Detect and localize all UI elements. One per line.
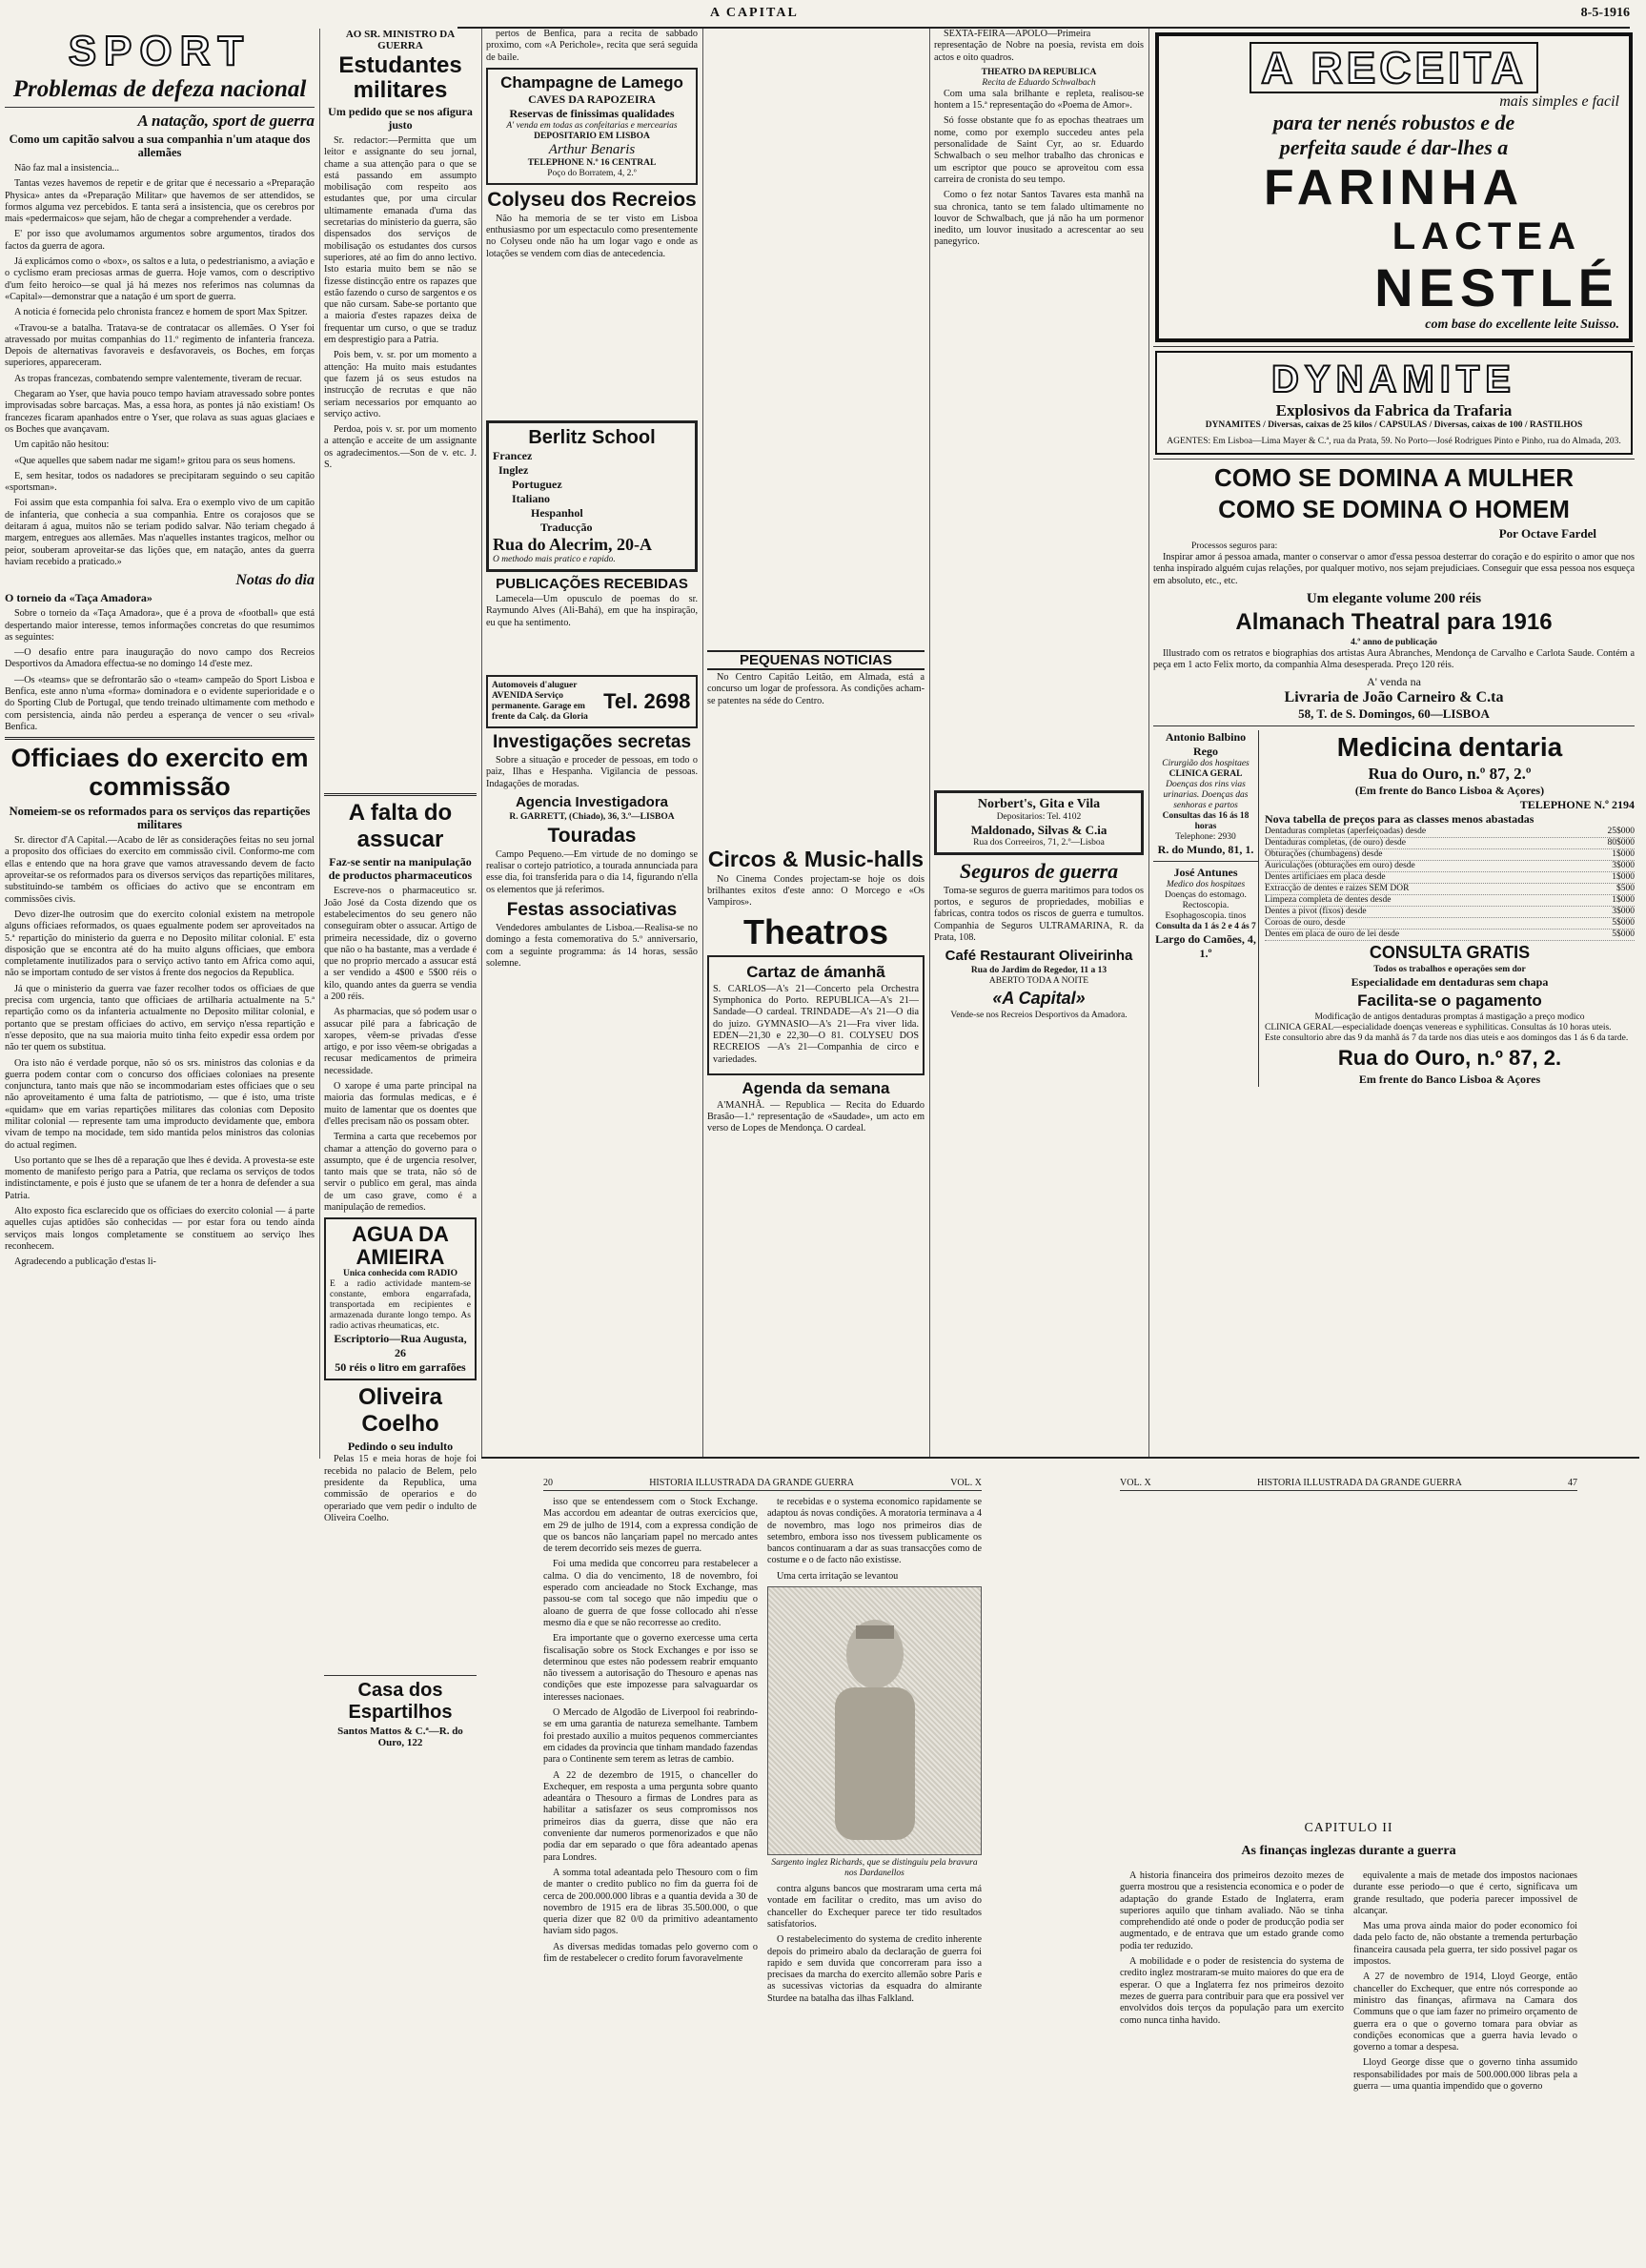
paragraph: Devo dizer-lhe outrosim que do exercito colonial existem na metropole alguns officiaes reformados, os quaes egualmente podem ser aproveitados na 5.ª repartição do ministerio da guerra e no Deposito militar colonial. E' esta disposição que se encontra até do ha muito alguns officiaes, que embora completamente inutilizados para o serviço activo tanto em Africa como aqui, não se importam contudo de ser vistos á frente dos negocios da Republica. [5, 909, 315, 979]
paragraph: Toma-se seguros de guerra maritimos para todos os portos, e seguros de propriedades, mobilias e fabricas, contra todos os riscos de guerra e tumultos. Companhia de Seguros ULTRAMARINA, R. da Prata, 108. [934, 885, 1144, 943]
ad-address: Rua do Jardim do Regedor, 11 a 13 [970, 966, 1107, 976]
price-row [1265, 884, 1635, 895]
ad-address: Rua do Ouro, n.º 87, 2.º [1368, 765, 1532, 784]
ad-title: Norbert's, Gita e Vila [977, 796, 1101, 811]
separator [5, 107, 315, 108]
headline-estudantes: Estudantes militares [338, 52, 462, 103]
ad-line: CLINICA GERAL—especialidade doenças venereas e syphiliticas. Consultas ás 10 horas uteis. [1265, 1023, 1612, 1033]
photo-caption: Sargento inglez Richards, que se distinguiu pela bravura nos Dardanellos [771, 1858, 978, 1879]
paragraph: Sobre a situação e proceder de pessoas, em todo o paiz, Ilhas e Hespanha. Vigilancia de pessoas. Indagações de moradas. [486, 754, 698, 789]
ad-line: Processos seguros para: [1191, 541, 1278, 551]
paragraph: —O desafio entre para inauguração do novo campo dos Recreios Desportivos da Amadora effectua-se no domingo 14 d'este mez. [5, 647, 315, 670]
paragraph: Sobre o torneio da «Taça Amadora», que é a prova de «football» que está despertando maior interesse, temos informações concretas do que resumimos as seguintes: [5, 608, 315, 643]
headline-touradas: Touradas [547, 824, 637, 847]
ad-line: CAVES DA RAPOZEIRA [528, 92, 656, 106]
paragraph: No Centro Capitão Leitão, em Almada, está a concurso um logar de professora. As condições acham-se patentes na séde do Centro. [707, 672, 925, 706]
paragraph: O Mercado de Algodão de Liverpool foi reabrindo-se em uma garantia de natureza semelhante. Tambem foi prestado auxilio a muitos pequenos commerciantes em cidades da provincia que tinham mandado fazendas para o Continente sem terem as letras de cambio. [543, 1707, 758, 1766]
headline-agencia: Agencia Investigadora [515, 793, 669, 810]
separator [5, 737, 315, 740]
ad-title: AGUA DA AMIEIRA [352, 1222, 449, 1270]
separator [1153, 725, 1635, 726]
section-title-sport: SPORT [68, 29, 252, 74]
book-page-right [1120, 1478, 1577, 2240]
paragraph: A'MANHÃ. — Republica — Recita do Eduardo Brasão—1.ª representação de «Saudade», um acto em verso de Lopes de Mendonça. O cardeal. [707, 1099, 925, 1134]
ad-line: ABERTO TODA A NOITE [988, 976, 1089, 987]
ad-line: Reservas de finissimas qualidades [509, 106, 675, 120]
subhead-assucar: Faz-se sentir na manipulação de productos pharmaceuticos [328, 855, 473, 883]
paragraph: Não ha memoria de se ter visto em Lisboa enthusiasmo por um espectaculo como presentemente no Colyseu onde não ha um logar vago e onde as lotações se vendem com dias de antecedencia. [486, 213, 698, 259]
price-row [1265, 930, 1635, 941]
column-anuncios [486, 29, 698, 1459]
headline-investigacoes: Investigações secretas [492, 731, 692, 752]
separator [324, 1675, 477, 1676]
price-item: Obturações (chumbagens) desde [1265, 849, 1383, 860]
price-value: 25$000 [1607, 827, 1635, 837]
column-sport [5, 29, 315, 2259]
paragraph: A mobilidade e o poder de resistencia do systema de credito inglez mostraram-se muito maiores do que era de esperar. O que a Inglaterra fez nos primeiros dezoito mezes de guerra para contribuir para que era possivel ver envolvidos dois terços da população para um exercito como nunca tinha havido. [1120, 1956, 1344, 2026]
price-row [1265, 907, 1635, 918]
ad-title: Champagne de Lamego [500, 72, 683, 92]
running-title: HISTORIA ILLUSTRADA DA GRANDE GUERRA [649, 1478, 855, 1488]
ad-livraria: Livraria de João Carneiro & C.ta [1284, 689, 1504, 706]
paragraph: Sr. director d'A Capital.—Acabo de lêr as considerações feitas no seu jornal a proposito dos officiaes do exercito em commissão civil. Conformo-me com ellas e entendo que na hora grave que vamos atravessando devem de facto aproveitar-se os reformados para os diversos serviços das repartições militares, substituindo-se também os officiaes do activo que se encontram em commissões civis. [5, 835, 315, 905]
ad-line: O methodo mais pratico e rapido. [493, 555, 616, 565]
headline-festas: Festas associativas [506, 900, 678, 921]
ad-automoveis [486, 675, 698, 728]
doctor-name: José Antunes [1173, 866, 1238, 880]
ad-agua-amieira [324, 1217, 477, 1380]
running-head [1120, 1478, 1577, 1491]
paragraph: SEXTA-FEIRA—APOLO—Primeira representação de Nobre na poesia, revista em dois actos e oito quadros. [934, 29, 1144, 63]
paragraph: S. CARLOS—A's 21—Concerto pela Orchestra Symphonica do Porto. REPUBLICA—A's 21—Sandade—O cardeal. TRINDADE—A's 21—O dia do juizo. GYMNASIO—A's 21—Fra viver lida. EDEN—21,30 e 22,30—O 81. COLYSEU DOS RECREIOS —A's 21—Companhia de circo e variedades. [713, 983, 919, 1065]
book-column [543, 1497, 758, 2009]
price-value: 80$000 [1607, 838, 1635, 848]
paragraph: Foi assim que esta companhia foi salva. Era o exemplo vivo de um capitão de infanteria, que conhecia a sua companhia. Entre os corajosos que se deitaram á agua, muitos não se teriam podido salvar. Não teriam chegado á margem, entregues aos allemães. Mas n'aquelles instantes tragicos, melhor ou peior, souberam aproveitar-se das lições que, em natação, antes da guerra haviam recebido a praticado.» [5, 498, 315, 567]
ad-line: Vende-se nos Recreios Desportivos da Amadora. [950, 1011, 1128, 1021]
paragraph: Escreve-nos o pharmaceutico sr. João José da Costa dizendo que os estabelecimentos do seu genero não conseguiram obter o assucar. Artigo de primeira necessidade, diz o governo que não o ha bastante, mas a verdade é que no proprio mercado a assucar está a ser vendido a 4$00 e 5$00 réis o kilo, quando antes da guerra se vendia a 200 réis. [324, 886, 477, 1002]
column-rule [929, 29, 930, 1459]
paragraph: A 22 de dezembro de 1915, o chanceller do Exchequer, em resposta a uma pergunta sobre quanto adeantára o Thesouro a firmas de Londres para as habilitar a satisfazer os seus compromissos nos primeiros dias da guerra, disse que não era conveniente dar numeros pormenorizados e que não podia dar em separado o que fôra adeantado apenas para Londres. [543, 1769, 758, 1863]
medical-block [1153, 730, 1635, 1087]
ad-line: Traducção [540, 521, 593, 535]
ad-line: para ter nenés robustos e de [1272, 111, 1515, 134]
price-row [1265, 895, 1635, 907]
ad-berlitz [486, 420, 698, 572]
subhead-natacao: A natação, sport de guerra [137, 112, 315, 130]
price-item: Dentaduras completas (aperfeiçoadas) desde [1265, 827, 1427, 837]
paragraph: te recebidas e o systema economico rapidamente se adaptou ás novas condições. A moratoria terminava a 4 de novembro, mas logo nos primeiros dias de setembro, embora isso nos tivessem publicamente os bancos continuaram a dar as suas transacções como de costume e o de facto não existisse. [767, 1497, 982, 1566]
paragraph: As pharmacias, que só podem usar o assucar pilé para a fabricação de xaropes, vêem-se privadas d'esse artigo, e por isso vêem-se obrigadas a recusar medicamentos de primeira necessidade. [324, 1007, 477, 1076]
ad-line: A' venda na [1367, 675, 1421, 689]
price-row [1265, 827, 1635, 838]
separator [1153, 346, 1635, 347]
headline-assucar: A falta do assucar [348, 800, 453, 853]
ad-line: mais simples e facil [1499, 93, 1619, 110]
price-row [1265, 861, 1635, 872]
ad-line: Automoveis d'aluguer AVENIDA Serviço permanente. Garage em frente da Calç. da Gloria [492, 680, 588, 722]
paragraph: Tantas vezes havemos de repetir e de gritar que é necessario a «Preparação Physica» antes da «Preparação Militar» que havemos de ser attendidos, se formos alguma vez percebidos. E tanta será a insistencia, que os cerebros por mais «pedermaicos» que sejam, hão de chegar a comprehender a verdade. [5, 178, 315, 225]
ad-line: Explosivos da Fabrica da Trafaria [1275, 401, 1513, 419]
headline-pequenas: PEQUENAS NOTICIAS [707, 650, 925, 670]
ad-line: com base do excellente leite Suisso. [1425, 317, 1619, 332]
masthead-date: 8-5-1916 [1580, 6, 1630, 20]
paragraph: Ora isto não é verdade porque, não só os srs. ministros das colonias e da guerra podem contar com o concurso dos officiaes coloniaes na presente conjunctura, tanto mais que não se incommodariam estes officiaes que o seu não aproveitamento é uma falta de patriotismo, — que é isto, uma triste «quidam» que em varias repartições militares das colonias com Deposito militar colonial — represente tam uma improducto devidamente que, embora vivam de tempo na mocidade, tem sido mantida pelos ministros das colonias do actual regimen. [5, 1057, 315, 1151]
headline-capital: «A Capital» [992, 989, 1086, 1009]
paragraph: «Travou-se a batalha. Tratava-se de contratacar os allemães. O Yser foi atravessado por muitas companhias do 11.º regimento de infanteria franceza. Depois de alternativas favoraveis e desfavoraveis, os Boches, em forças superiores, appareceram. [5, 322, 315, 369]
headline-agenda: Agenda da semana [742, 1078, 890, 1097]
notas-subtitle: O torneio da «Taça Amadora» [5, 591, 152, 605]
price-item: Dentes artificiaes em placa desde [1265, 872, 1386, 883]
separator [324, 793, 477, 796]
running-title: HISTORIA ILLUSTRADA DA GRANDE GUERRA [1256, 1478, 1462, 1488]
ad-line: Italiano [512, 492, 551, 506]
price-item: Extracção de dentes e raizes SEM DOR [1265, 884, 1410, 894]
headline-consulta: CONSULTA GRATIS [1369, 943, 1531, 963]
soldier-illustration [768, 1587, 982, 1854]
headline-almanach: Almanach Theatral para 1916 [1235, 608, 1553, 635]
paragraph: Illustrado com os retratos e biographias dos artistas Aura Abranches, Mendonça de Carvalho e Carlota Saude. Contém a peça em 1 acto Felix morto, da companhia Alma desesperada. Preço 120 réis. [1153, 647, 1635, 671]
ad-line: Modificação de antigos dentaduras promptas á mastigação a preço modico [1314, 1012, 1585, 1023]
ad-address: Escriptorio—Rua Augusta, 26 [334, 1332, 467, 1360]
headline-facilita: Facilita-se o pagamento [1357, 991, 1542, 1011]
paragraph: —Os «teams» que se defrontarão são o «team» campeão do Sport Lisboa e Benfica, este anno n'uma «forma» dominadora e o evidente superioridade e o do Sporting Club de Portugal, que tendo treinado ultimamente com methodo e com persistencia, ainda não perdeu a esperança de vencer o seu «rival» Benfica. [5, 674, 315, 732]
ad-address: Em frente do Banco Lisboa & Açores [1358, 1073, 1541, 1087]
doctor-name: Antonio Balbino Rego [1165, 730, 1247, 759]
masthead [457, 6, 1630, 29]
headline-mulher: COMO SE DOMINA A MULHER [1214, 463, 1574, 492]
headline-oliveira: Oliveira Coelho [357, 1384, 443, 1438]
ad-line: Todos os trabalhos e operações sem dor [1373, 965, 1526, 975]
paragraph: Não faz mal a insistencia... [14, 163, 120, 174]
ad-address: Rua do Ouro, n.º 87, 2. [1337, 1046, 1562, 1071]
headline-cafe: Café Restaurant Oliveirinha [945, 948, 1133, 965]
author: Por Octave Fardel [1498, 526, 1596, 541]
ad-line: A' venda em todas as confeitarias e mercearias [506, 120, 678, 131]
paragraph: O xarope é uma parte principal na maioria das formulas medicas, e é muito de lamentar que os doentes que d'elles precisam não os possam obter. [324, 1081, 477, 1127]
ad-line: Portuguez [512, 478, 562, 492]
paragraph: isso que se entendessem com o Stock Exchange. Mas accordou em adeantar de outras exercicios que, em 29 de julho de 1914, com a expressa condição de que os bancos não lançariam papel no mercado antes de terem decorrido seis mezes de guerra. [543, 1497, 758, 1555]
paragraph: pertos de Benfica, para a recita de sabbado proximo, com «A Perichole», recita que será seguida de baile. [486, 29, 698, 63]
price-item: Dentaduras completas, (de ouro) desde [1265, 838, 1406, 848]
paragraph: Uso portanto que se lhes dê a reparação que lhes é devida. A provesta-se este momento de manifesto perigo para a Patria, que reclama os serviços de todos indistinctamente, e pois é justo que se ufanem de ter a honra de defender a sua Patria. [5, 1154, 315, 1201]
column-rule [1148, 29, 1149, 1459]
paragraph: Já que o ministerio da guerra vae fazer recolher todos os officiaes de que precisa com urgencia, tanto que officiaes de artilharia actualmente na 5.ª repartição como os da infanteria actualmente no Deposito militar colonial, e portanto que se prestam officiaes do activo, em serviço n'essa repartição e n'esse deposito, que na sua maioria muito tinha feito expedir essa ordem por não ter quem os substitua. [5, 983, 315, 1053]
ad-line: Arthur Benaris [548, 141, 636, 157]
separator [1153, 861, 1258, 862]
running-head [543, 1478, 982, 1491]
paragraph: Só fosse obstante que fo as epochas theatraes um nome, como por exemplo succedeu antes pela personalidade de Saint Cyr, ao sr. Eduardo Schwalbach o seu melhor trabalho das chronicas e um escriptor que pouco se aproveitou com essa carreira de cronista do seu tempo. [934, 115, 1144, 185]
paragraph: A historia financeira dos primeiros dezoito mezes de guerra mostrou que a resistencia economica e o poder de adaptação do grande Estado de Inglaterra, eram superiores aquilo que tinham avaliado. Não se tinha comprehendido até onde o poder de producção podia ser augmentado, e de entrava que um estado grande como podia ter reduzido. [1120, 1870, 1344, 1951]
doctor-spec: Doenças do estomago. Rectoscopia. Esophagoscopia. tinos [1165, 890, 1247, 922]
book-column [1120, 1870, 1344, 2096]
theatro-sub: Recita de Eduardo Schwalbach [982, 77, 1096, 88]
price-value: 5$000 [1612, 930, 1635, 940]
headline-defeza: Problemas de defeza nacional [12, 76, 307, 102]
ad-line: Poço do Borratem, 4, 2.º [547, 168, 637, 178]
paragraph: E' por isso que avolumamos argumentos sobre argumentos, tirados dos factos da guerra de agora. [5, 229, 315, 252]
theatro-title: THEATRO DA REPUBLICA [981, 67, 1097, 77]
volume: VOL. X [950, 1478, 982, 1488]
price-table-title: Nova tabella de preços para as classes menos abastadas [1265, 812, 1534, 827]
paragraph: Pelas 15 e meia horas de hoje foi recebida no palacio de Belem, pelo presidente da Republica, uma commissão de operarios e do operariado que vem pedir o indulto de Oliveira Coelho. [324, 1454, 477, 1523]
paragraph: Agradecendo a publicação d'estas li- [14, 1257, 156, 1268]
paragraph: O restabelecimento do systema de credito inherente depois do primeiro abalo da declaração de guerra foi rapido e sem duvida que concorreram para isso a precisaes da marcha do exercito allemão sobre Paris e as sucessivas victorias da esquadra do almirante Sturdee na batalha das ilhas Falkland. [767, 1934, 982, 2004]
doctor-spec: Doenças dos rins vias urinarias. Doenças das senhoras e partos [1163, 780, 1249, 811]
column-theatro-republica [934, 29, 1144, 1459]
price-item: Dentes em placa de ouro de lei desde [1265, 930, 1400, 940]
book-page-left [543, 1478, 982, 2240]
ad-address: R. GARRETT, (Chiado), 36, 3.º—LISBOA [509, 811, 675, 822]
chapter-title: As finanças inglezas durante a guerra [1241, 1844, 1456, 1858]
doctor-addr: R. do Mundo, 81, 1. [1157, 843, 1254, 857]
price-row [1265, 849, 1635, 861]
ad-line: Inglez [498, 463, 529, 478]
headline-homem: COMO SE DOMINA O HOMEM [1218, 495, 1570, 523]
ad-dynamite [1155, 351, 1633, 455]
ad-address: Rua dos Correeiros, 71, 2.º—Lisboa [973, 837, 1105, 848]
price-item: Dentes a pivot (fixos) desde [1265, 907, 1367, 917]
ad-price: 50 réis o litro em garrafões [335, 1360, 466, 1375]
column-rule [481, 29, 482, 1459]
paragraph: Um capitão não hesitou: [14, 439, 110, 451]
paragraph: «Que aquelles que sabem nadar me sigam!» gritou para os seus homens. [14, 455, 295, 466]
ad-title: A RECEITA [1250, 42, 1538, 93]
subhead-pedido: Um pedido que se nos afigura justo [328, 105, 473, 132]
price-value: 1$000 [1612, 895, 1635, 906]
price-value: 1$000 [1612, 849, 1635, 860]
headline-seguros: Seguros de guerra [959, 858, 1119, 883]
ad-espartilhos-title: Casa dos Espartilhos [348, 1680, 453, 1724]
column-rule [319, 29, 320, 1459]
ad-champagne [486, 68, 698, 185]
page-number: 47 [1567, 1478, 1577, 1488]
ad-line: Francez [493, 449, 533, 463]
ad-norbert [934, 790, 1144, 855]
ad-title: Berlitz School [528, 427, 656, 449]
price-value: 5$000 [1612, 918, 1635, 929]
column-ads-right [1153, 29, 1635, 1459]
paragraph: contra alguns bancos que mostraram uma certa má vontade em facilitar o credito, mas um aviso do chanceller do Exchequer parece ter tido resultados satisfatorios. [767, 1884, 982, 1930]
doctor-tel: Telephone: 2930 [1175, 832, 1236, 843]
paragraph: As diversas medidas tomadas pelo governo com o fim de restabelecer o credito forum favoravelmente [543, 1941, 758, 1964]
paragraph: Com uma sala brilhante e repleta, realisou-se hontem a 15.ª representação do «Poema de Amor». [934, 88, 1144, 112]
paragraph: Pois bem, v. sr. por um momento a attenção: Ha muito mais estudantes que fazem já os seus estudos na instrucção de recrutas e que não seriam necessarios por emquanto ao serviço activo. [324, 350, 477, 419]
subhead-indulto: Pedindo o seu indulto [347, 1440, 454, 1454]
paragraph: Vendedores ambulantes de Lisboa.—Realisa-se no domingo a festa comemorativa do 5.º anniversario, com a seguinte programma: ás 14 horas, sessão solemne. [486, 923, 698, 969]
ad-line: Unica conhecida com RADIO [342, 1269, 458, 1279]
paragraph: A somma total adeantada pelo Thesouro com o fim de manter o credito publico no fim da guerra foi de cerca de 200.000.000 libras e a quantia devida a 30 de novembro de 1915 era de libras 35.500.000, o que queria dizer que 82 0/0 da primitivo adeantamento haviam sido pagos. [543, 1867, 758, 1937]
paragraph: Chegaram ao Yser, que havia pouco tempo haviam atravessado sobre pontes improvisadas sobre barcaças. Mas, a essa hora, as pontes já não existiam! Os francezes ficaram apanhados entre o Yser, que rolava as suas aguas glaciaes e os Boches que avançavam. [5, 389, 315, 435]
paragraph: Uma certa irritação se levantou [777, 1570, 899, 1582]
page-number: 20 [543, 1478, 553, 1488]
ad-phone: TELEPHONE N.º 2194 [1519, 798, 1635, 812]
notas-title: Notas do dia [235, 572, 315, 589]
doctor-addr: Largo do Camões, 4, 1.º [1155, 932, 1256, 961]
headline-colyseu: Colyseu dos Recreios [487, 188, 697, 211]
headline-cartaz: Cartaz de ámanhã [746, 962, 885, 981]
headline-medicina: Medicina dentaria [1336, 732, 1563, 763]
ad-address: (Em frente do Banco Lisboa & Açores) [1354, 784, 1545, 798]
price-item: Limpeza completa de dentes desde [1265, 895, 1392, 906]
paragraph: Perdoa, pois v. sr. por um momento a attenção e acceite de um assignante os agradecimentos.—Son de v. etc. J. S. [324, 424, 477, 471]
paragraph: Campo Pequeno.—Em virtude de no domingo se realisar o cortejo patriotico, a tourada annunciada para esse dia, foi transferida para o dia 14, figurando n'ella os elementos que já referimos. [486, 848, 698, 895]
paragraph: Lamecela—Um opusculo de poemas do sr. Raymundo Alves (Ali-Bahá), em que ha inspiração, eu que ha sentimento. [486, 594, 698, 628]
ad-line: TELEPHONE N.º 16 CENTRAL [527, 157, 657, 168]
book-column [1353, 1870, 1577, 2096]
paragraph: As tropas francezas, combatendo sempre valentemente, tiveram de recuar. [14, 373, 302, 384]
price-row [1265, 918, 1635, 930]
ad-line: Depositarios: Tel. 4102 [996, 811, 1082, 822]
paragraph: Termina a carta que recebemos por chamar a attenção do governo para o assumpto, que é de urgencia resolver, tanto mais que se trata, não só de servir o publico em geral, mas ainda de um caso grave, como é a manipulação de remedios. [324, 1132, 477, 1214]
price-row [1265, 838, 1635, 849]
paragraph: A 27 de novembro de 1914, Lloyd George, então chanceller do Exchequer, que entre nós corresponde ao ministro das finanças, afirmava na Camara dos Communs que o que iam fazer no primeiro orçamento de guerra era o que o governo tomara para obviar as condições economicas que a guerra havia levado o governo a tomar a despesa. [1353, 1972, 1577, 2053]
price-value: 1$000 [1612, 872, 1635, 883]
ad-address: Rua do Alecrim, 20-A [493, 535, 652, 555]
paragraph: equivalente a mais de metade dos impostos nacionaes durante esse periodo—o que é certo, significava um grande resultado, que poderia parecer impossivel de alcançar. [1353, 1870, 1577, 1916]
ad-line: Maldonado, Silvas & C.ia [970, 822, 1107, 837]
price-item: Auriculações (obturações em ouro) desde [1265, 861, 1415, 871]
ad-line: Este consultorio abre das 9 da manhã ás 7 da tarde nos dias uteis e aos domingos das 1 ás 6 da tarde. [1265, 1033, 1629, 1044]
headline-kicker: AO SR. MINISTRO DA GUERRA [345, 29, 456, 51]
headline-circos: Circos & Music-halls [707, 846, 925, 871]
column-estudantes [324, 29, 477, 2259]
subhead-capitao: Como um capitão salvou a sua companhia n'um ataque dos allemães [9, 133, 311, 159]
paragraph: No Cinema Condes projectam-se hoje os dois brilhantes exitos d'este anno: O Morcego e «Os Vampiros». [707, 873, 925, 909]
price-value: 3$000 [1612, 907, 1635, 917]
headline-theatros: Theatros [742, 911, 889, 951]
masthead-title: A CAPITAL [710, 6, 799, 20]
paragraph: Como o fez notar Santos Tavares esta manhã na sua chronica, tanto se tem falado ultimamente no louvor de Schwalbach, que já não ha um pormenor inedito, um louvor inusitado a acrescentar ao seu panegyrico. [934, 190, 1144, 248]
ad-brand: LACTEA [1392, 215, 1581, 257]
ad-title: DYNAMITE [1271, 358, 1516, 400]
ad-line: 4.º anno de publicação [1351, 637, 1437, 647]
box-cartaz [707, 955, 925, 1075]
paragraph: Alto exposto fica esclarecido que os officiaes do exercito colonial — á parte aquelles cujas aptidões são conhecidas — por estar fora ou tendo ainda serviços mais longos completamente se constituem ao serviço lhes reconhecem. [5, 1206, 315, 1252]
photo-sargento [767, 1586, 982, 1855]
ad-line: perfeita saude é dar-lhes a [1279, 135, 1509, 159]
ad-line: Especialidade em dentaduras sem chapa [1351, 975, 1549, 990]
column-rule [702, 29, 703, 1459]
paragraph: E, sem hesitar, todos os nadadores se precipitaram seguindo o seu capitão «sportsman». [5, 470, 315, 494]
ad-nestle [1155, 32, 1633, 342]
paragraph: Já explicámos como o «box», os saltos e a luta, o pedestrianismo, a aviação e o cyclismo eram preciosas armas de guerra. Hoje vamos, com o descriptivo d'um feito heroico—se qual já há mezes nos referimos nas columnas da «Capital»—demonstrar que a natação é um sport de guerra. [5, 256, 315, 302]
price-value: 3$000 [1612, 861, 1635, 871]
ad-price: Um elegante volume 200 réis [1306, 590, 1482, 606]
ad-brand: FARINHA [1263, 160, 1525, 215]
ad-brand: NESTLÉ [1374, 257, 1619, 317]
headline-publicacoes: PUBLICAÇÕES RECEBIDAS [496, 576, 688, 593]
doctor-hours: Consultas das 16 ás 18 horas [1162, 811, 1250, 832]
doctor-title: Medico dos hospitaes [1166, 880, 1246, 890]
paragraph: Era importante que o governo exercesse uma certa fiscalisação sobre os Stock Exchanges e por isso se determinou que estes não podessem reabrir emquanto não tivessem a autorisação do Thesouro e apenas nas condições que este impozesse para salvaguardar os interesses nacionaes. [543, 1633, 758, 1703]
ad-phone: Tel. 2698 [603, 688, 691, 713]
volume: VOL. X [1120, 1478, 1151, 1488]
page-divider [481, 1457, 1639, 1459]
ad-line: Hespanhol [531, 506, 583, 521]
ad-espartilhos-addr: Santos Mattos & C.ª—R. do Ouro, 122 [337, 1726, 463, 1749]
dental-column [1265, 730, 1635, 1087]
ad-line: DYNAMITES / Diversas, caixas de 25 kilos / CAPSULAS / Diversas, caixas de 100 / RASTILHOS [1205, 420, 1583, 430]
doctor-title: Cirurgião dos hospitaes [1162, 759, 1250, 769]
subhead-officiaes: Nomeiem-se os reformados para os serviços das repartições militares [9, 805, 311, 832]
ad-line: E a radio actividade mantem-se constante, embora engarrafada, transportada em recipientes e armazenada durante longo tempo. As radio activas rheumaticas, etc. [330, 1279, 471, 1332]
paragraph: A noticia é fornecida pelo chronista francez e homem de sport Max Spitzer. [14, 307, 308, 318]
paragraph: Foi uma medida que concorreu para restabelecer a calma. O dia do vencimento, 18 de novembro, foi esperado com ancieadade no Stock Exchange, mas passou-se com tal socego que não impediu que o aloano de guerra de que fosse collocado ahi n'esse mesmo dia e que se não recorresse ao credito. [543, 1559, 758, 1628]
paragraph: Inspirar amor á pessoa amada, manter o conservar o amor d'essa pessoa desterrar do coração e do espirito o amor que nos tenha inspirado alguém cujas relações, por qualquer motivo, nos sejam prejudiciaes. Conseguir que essa pessoa nos esqueça em absoluto, etc., etc. [1153, 552, 1635, 586]
chapter-number: CAPITULO II [1304, 1821, 1393, 1835]
price-value: $500 [1616, 884, 1635, 894]
ad-line: AGENTES: Em Lisboa—Lima Mayer & C.ª, rua da Prata, 59. No Porto—José Rodrigues Pinto e Pinho, rua do Almada, 203. [1167, 437, 1621, 446]
doctor-clinic: CLINICA GERAL [1168, 769, 1243, 780]
separator [1153, 459, 1635, 460]
paragraph: Lloyd George disse que o governo tinha assumido responsabilidades por mais de 500.000.000 libras pela a guerra — uma quantia impendido que o governo [1353, 2057, 1577, 2093]
price-item: Coroas de ouro, desde [1265, 918, 1346, 929]
headline-officiaes: Officiaes do exercito em commissão [10, 744, 309, 802]
paragraph: Sr. redactor:—Permitta que um leitor e assignante do seu jornal, chame a sua attenção para o que se está passando em assumpto mobilisação com respeito aos estudantes que, por uma circular ultimamente emanada d'uma das secretarias do ministerio da guerra, são dispensados dos serviços de mobilisação os estudantes dos cursos superiores, até ao fim do anno lectivo. Isto estaria muito bem se não se fizesse distincção entre os rapazes que estão fazendo o curso de sargentos e os que não cursam. Sabe-se portanto que a maioria d'estes rapazes deixa de frequentar um curso, o que se traduz em desprestigio para a Patria. [324, 135, 477, 346]
price-row [1265, 872, 1635, 884]
book-column [767, 1497, 982, 2009]
price-table [1265, 827, 1635, 941]
doctor-hours: Consulta da 1 ás 2 e 4 ás 7 [1155, 922, 1256, 932]
ad-line: DEPOSITARIO EM LISBOA [534, 131, 650, 141]
paragraph: Mas uma prova ainda maior do poder economico foi dada pelo facto de, não obstante a tremenda perturbação financeira causada pela guerra, ter sido possivel pagar os impostos. [1353, 1921, 1577, 1968]
ad-address: 58, T. de S. Domingos, 60—LISBOA [1298, 706, 1490, 722]
doctors-column [1153, 730, 1259, 1087]
